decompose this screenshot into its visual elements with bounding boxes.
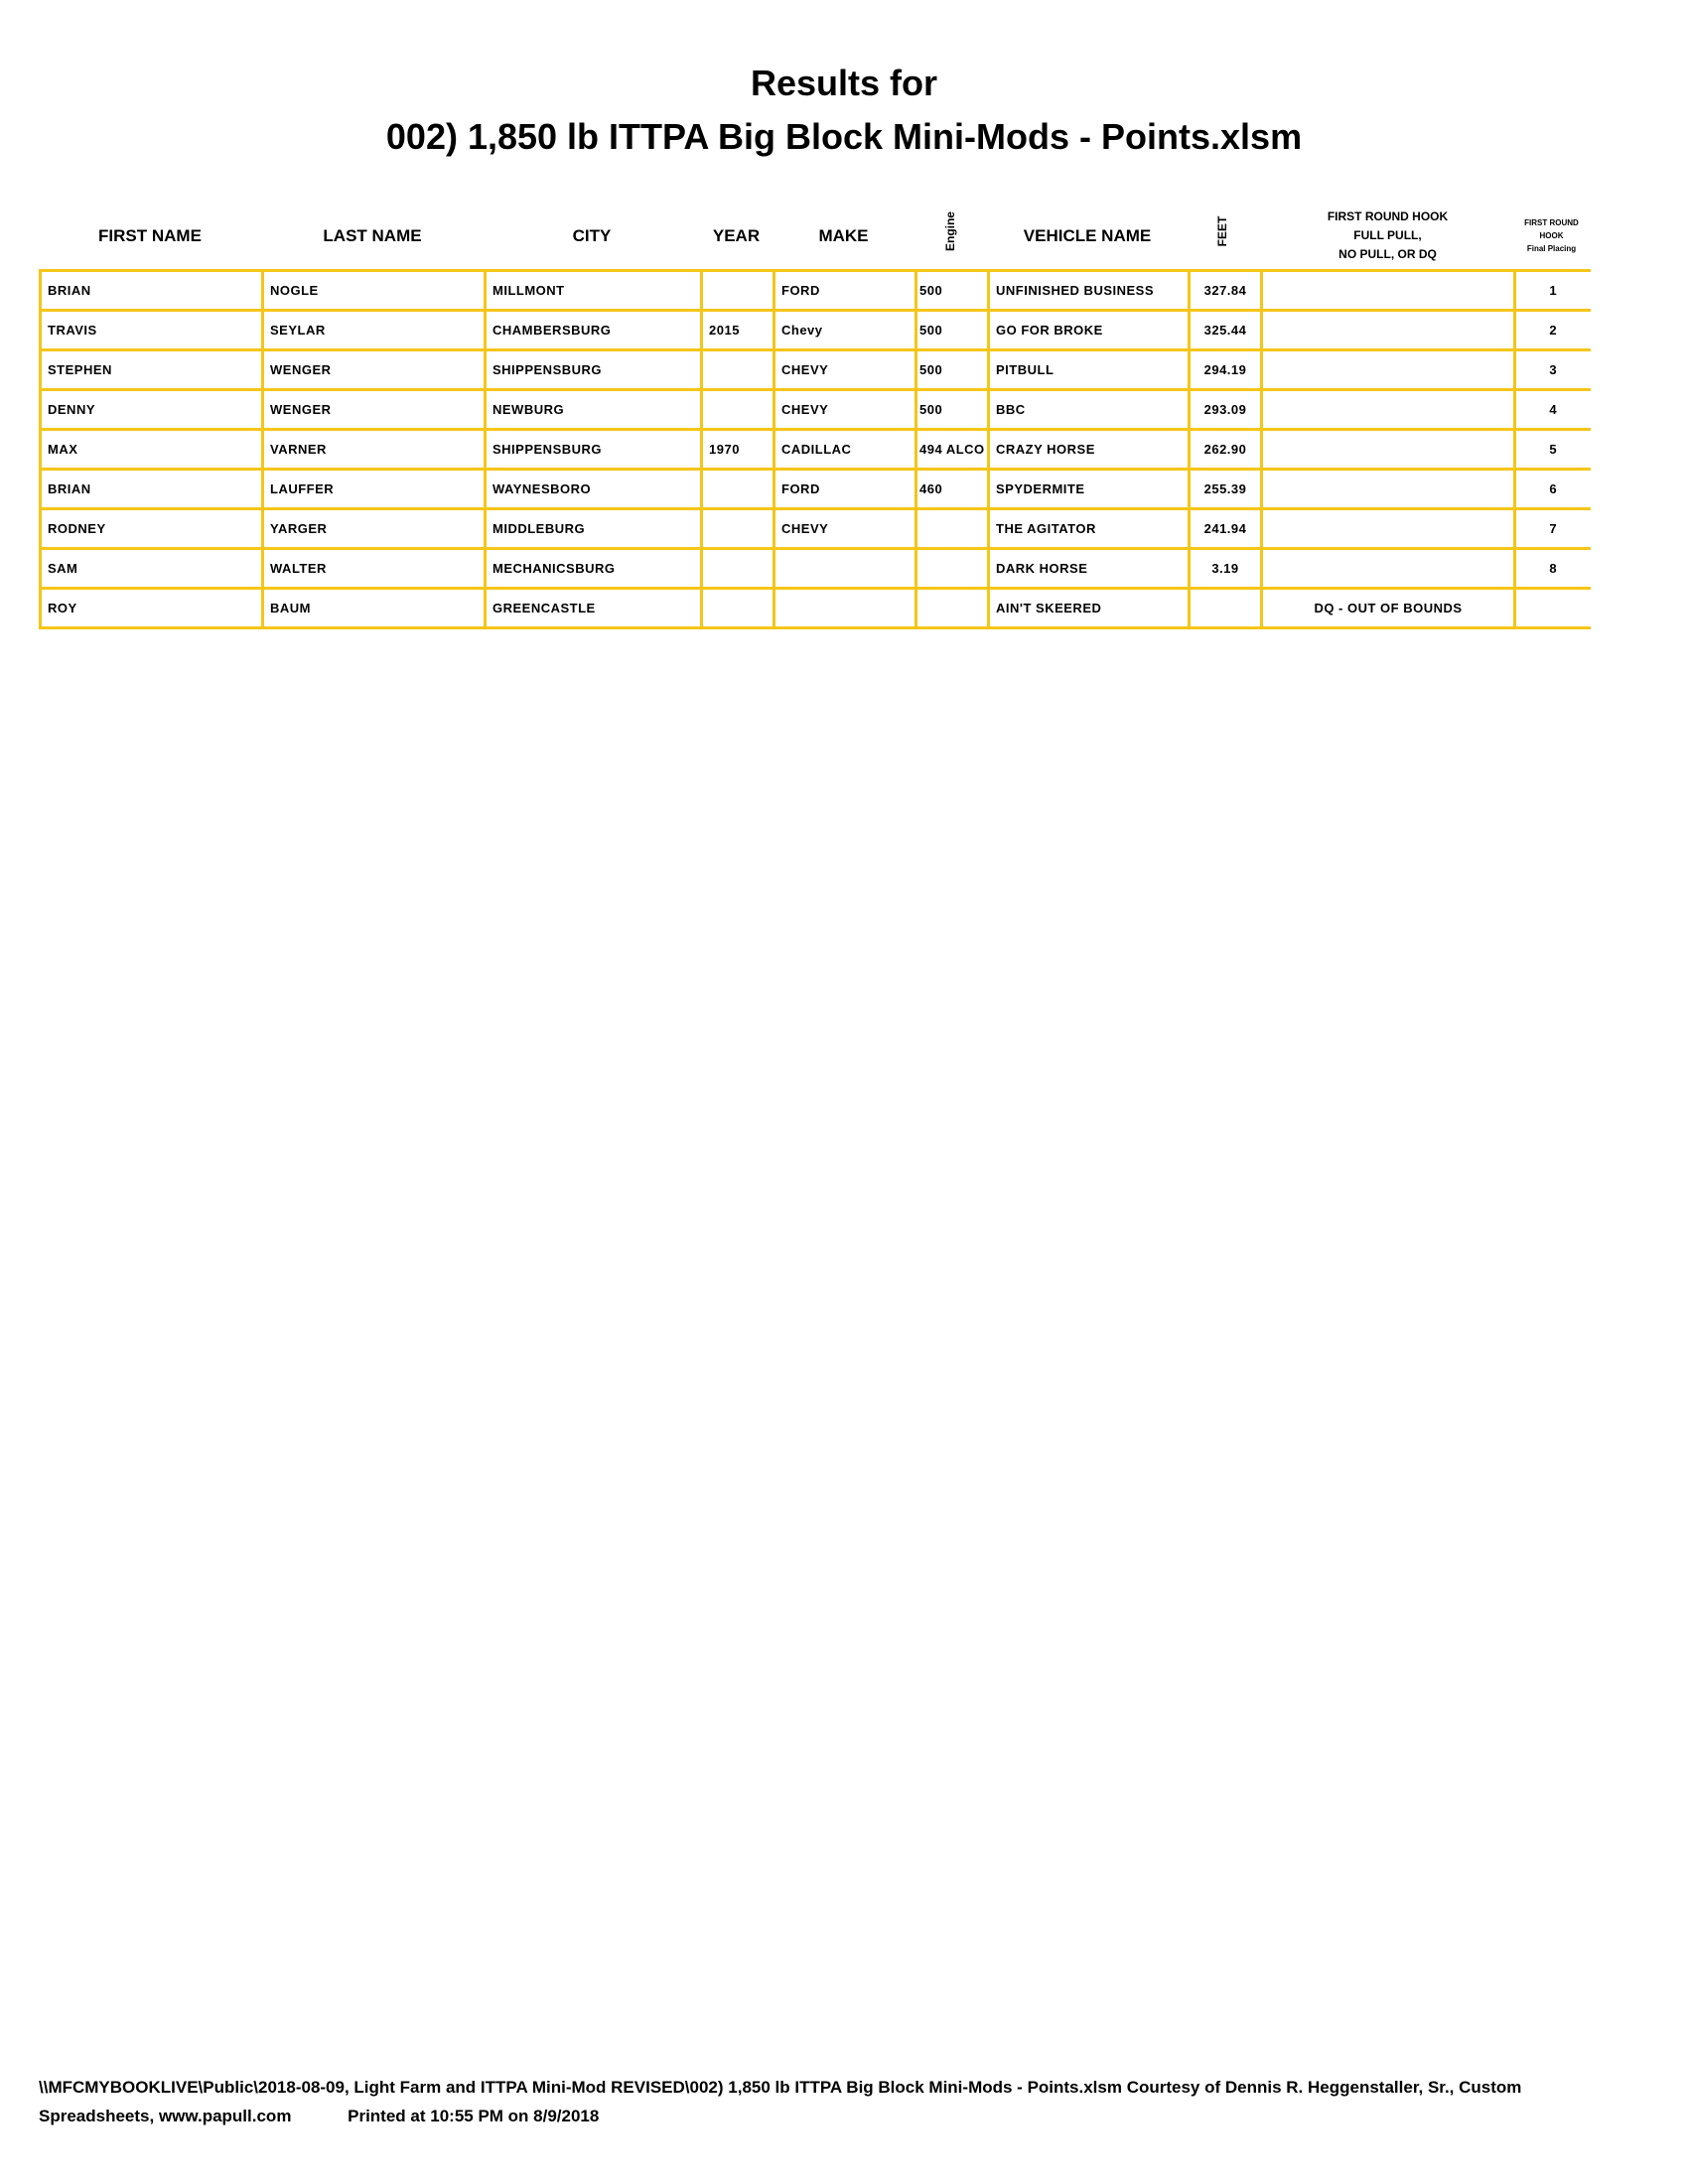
header-hook-line-3: NO PULL, OR DQ [1338,247,1437,261]
cell-last-name: VARNER [263,430,486,470]
cell-city: GREENCASTLE [486,589,702,628]
cell-city: CHAMBERSBURG [486,311,702,350]
table-row [41,311,1591,350]
table-row [41,430,1591,470]
cell-last-name: NOGLE [263,271,486,311]
cell-engine: 500 [916,350,989,390]
cell-final-placing: 6 [1515,470,1591,509]
cell-engine: 460 [916,470,989,509]
header-placing-line-3: Final Placing [1526,244,1577,253]
header-placing-line-2: HOOK [1539,231,1564,240]
title-line-1: Results for [750,63,938,103]
cell-first-name: TRAVIS [41,311,263,350]
cell-vehicle-name: PITBULL [989,350,1190,390]
cell-final-placing: 2 [1515,311,1591,350]
cell-feet: 255.39 [1190,470,1262,509]
cell-engine [916,509,989,549]
cell-first-round-hook [1262,390,1515,430]
cell-year: 2015 [702,311,774,350]
cell-city: MECHANICSBURG [486,549,702,589]
header-city: CITY [572,225,612,245]
cell-vehicle-name: SPYDERMITE [989,470,1190,509]
title-line-2: 002) 1,850 lb ITTPA Big Block Mini-Mods - Points.xlsm [385,116,1303,157]
cell-vehicle-name: THE AGITATOR [989,509,1190,549]
footer-path: \\MFCMYBOOKLIVE\Public\2018-08-09, Light Farm and ITTPA Mini-Mod REVISED\002) 1,850 lb ITTPA Big Block Mini-Mods - Points.xlsm Courtesy of Dennis R. Heggenstaller, Sr., Custom Spreadsheets, www.papull.com [39,2078,1522,2125]
cell-engine [916,549,989,589]
cell-first-round-hook: DQ - OUT OF BOUNDS [1262,589,1515,628]
cell-first-name: SAM [41,549,263,589]
cell-make: CHEVY [774,390,916,430]
cell-city: SHIPPENSBURG [486,350,702,390]
cell-engine: 500 [916,311,989,350]
cell-first-round-hook [1262,470,1515,509]
cell-city: MIDDLEBURG [486,509,702,549]
cell-first-name: BRIAN [41,271,263,311]
cell-last-name: WENGER [263,390,486,430]
cell-last-name: LAUFFER [263,470,486,509]
cell-last-name: YARGER [263,509,486,549]
header-feet: FEET [1215,215,1229,247]
header-first-name: FIRST NAME [98,225,202,245]
cell-vehicle-name: DARK HORSE [989,549,1190,589]
cell-last-name: WALTER [263,549,486,589]
header-year: YEAR [712,225,761,245]
cell-make: CADILLAC [774,430,916,470]
cell-vehicle-name: CRAZY HORSE [989,430,1190,470]
cell-final-placing: 8 [1515,549,1591,589]
table-row [41,549,1591,589]
footer-printed: Printed at 10:55 PM on 8/9/2018 [348,2107,600,2125]
table-row [41,589,1591,628]
cell-feet: 241.94 [1190,509,1262,549]
cell-feet: 327.84 [1190,271,1262,311]
cell-first-round-hook [1262,509,1515,549]
cell-make [774,589,916,628]
cell-year [702,589,774,628]
cell-make: FORD [774,271,916,311]
cell-feet: 294.19 [1190,350,1262,390]
results-table [39,269,1591,629]
cell-feet: 262.90 [1190,430,1262,470]
cell-year [702,390,774,430]
cell-first-round-hook [1262,271,1515,311]
cell-vehicle-name: UNFINISHED BUSINESS [989,271,1190,311]
header-hook-line-2: FULL PULL, [1353,228,1422,242]
cell-last-name: WENGER [263,350,486,390]
header-hook-line-1: FIRST ROUND HOOK [1327,209,1449,223]
cell-first-name: MAX [41,430,263,470]
cell-vehicle-name: GO FOR BROKE [989,311,1190,350]
cell-year [702,549,774,589]
cell-engine: 500 [916,271,989,311]
table-row [41,271,1591,311]
cell-city: MILLMONT [486,271,702,311]
table-row [41,350,1591,390]
cell-engine: 500 [916,390,989,430]
cell-feet: 325.44 [1190,311,1262,350]
header-vehicle-name: VEHICLE NAME [1023,225,1152,245]
cell-city: WAYNESBORO [486,470,702,509]
header-final-placing [1514,204,1589,268]
cell-make: Chevy [774,311,916,350]
cell-make: FORD [774,470,916,509]
cell-city: NEWBURG [486,390,702,430]
cell-first-round-hook [1262,311,1515,350]
cell-feet [1190,589,1262,628]
header-placing-line-1: FIRST ROUND [1524,218,1579,227]
cell-first-round-hook [1262,430,1515,470]
table-row [41,470,1591,509]
cell-final-placing: 1 [1515,271,1591,311]
cell-last-name: BAUM [263,589,486,628]
cell-year: 1970 [702,430,774,470]
header-engine: Engine [943,211,957,252]
cell-city: SHIPPENSBURG [486,430,702,470]
cell-final-placing: 3 [1515,350,1591,390]
cell-feet: 3.19 [1190,549,1262,589]
table-row [41,509,1591,549]
cell-year [702,350,774,390]
cell-last-name: SEYLAR [263,311,486,350]
cell-first-name: BRIAN [41,470,263,509]
cell-make: CHEVY [774,509,916,549]
cell-make [774,549,916,589]
cell-first-name: RODNEY [41,509,263,549]
cell-final-placing [1515,589,1591,628]
cell-vehicle-name: BBC [989,390,1190,430]
footer [39,2073,1588,2130]
cell-first-round-hook [1262,549,1515,589]
cell-year [702,509,774,549]
cell-make: CHEVY [774,350,916,390]
header-first-round-hook [1261,204,1514,268]
cell-engine: 494 ALCO [916,430,989,470]
header-make: MAKE [818,225,869,245]
cell-first-round-hook [1262,350,1515,390]
cell-year [702,271,774,311]
table-row [41,390,1591,430]
cell-vehicle-name: AIN'T SKEERED [989,589,1190,628]
cell-first-name: STEPHEN [41,350,263,390]
cell-first-name: DENNY [41,390,263,430]
cell-feet: 293.09 [1190,390,1262,430]
cell-year [702,470,774,509]
cell-final-placing: 7 [1515,509,1591,549]
cell-engine [916,589,989,628]
header-last-name: LAST NAME [323,225,422,245]
cell-final-placing: 4 [1515,390,1591,430]
cell-final-placing: 5 [1515,430,1591,470]
cell-first-name: ROY [41,589,263,628]
